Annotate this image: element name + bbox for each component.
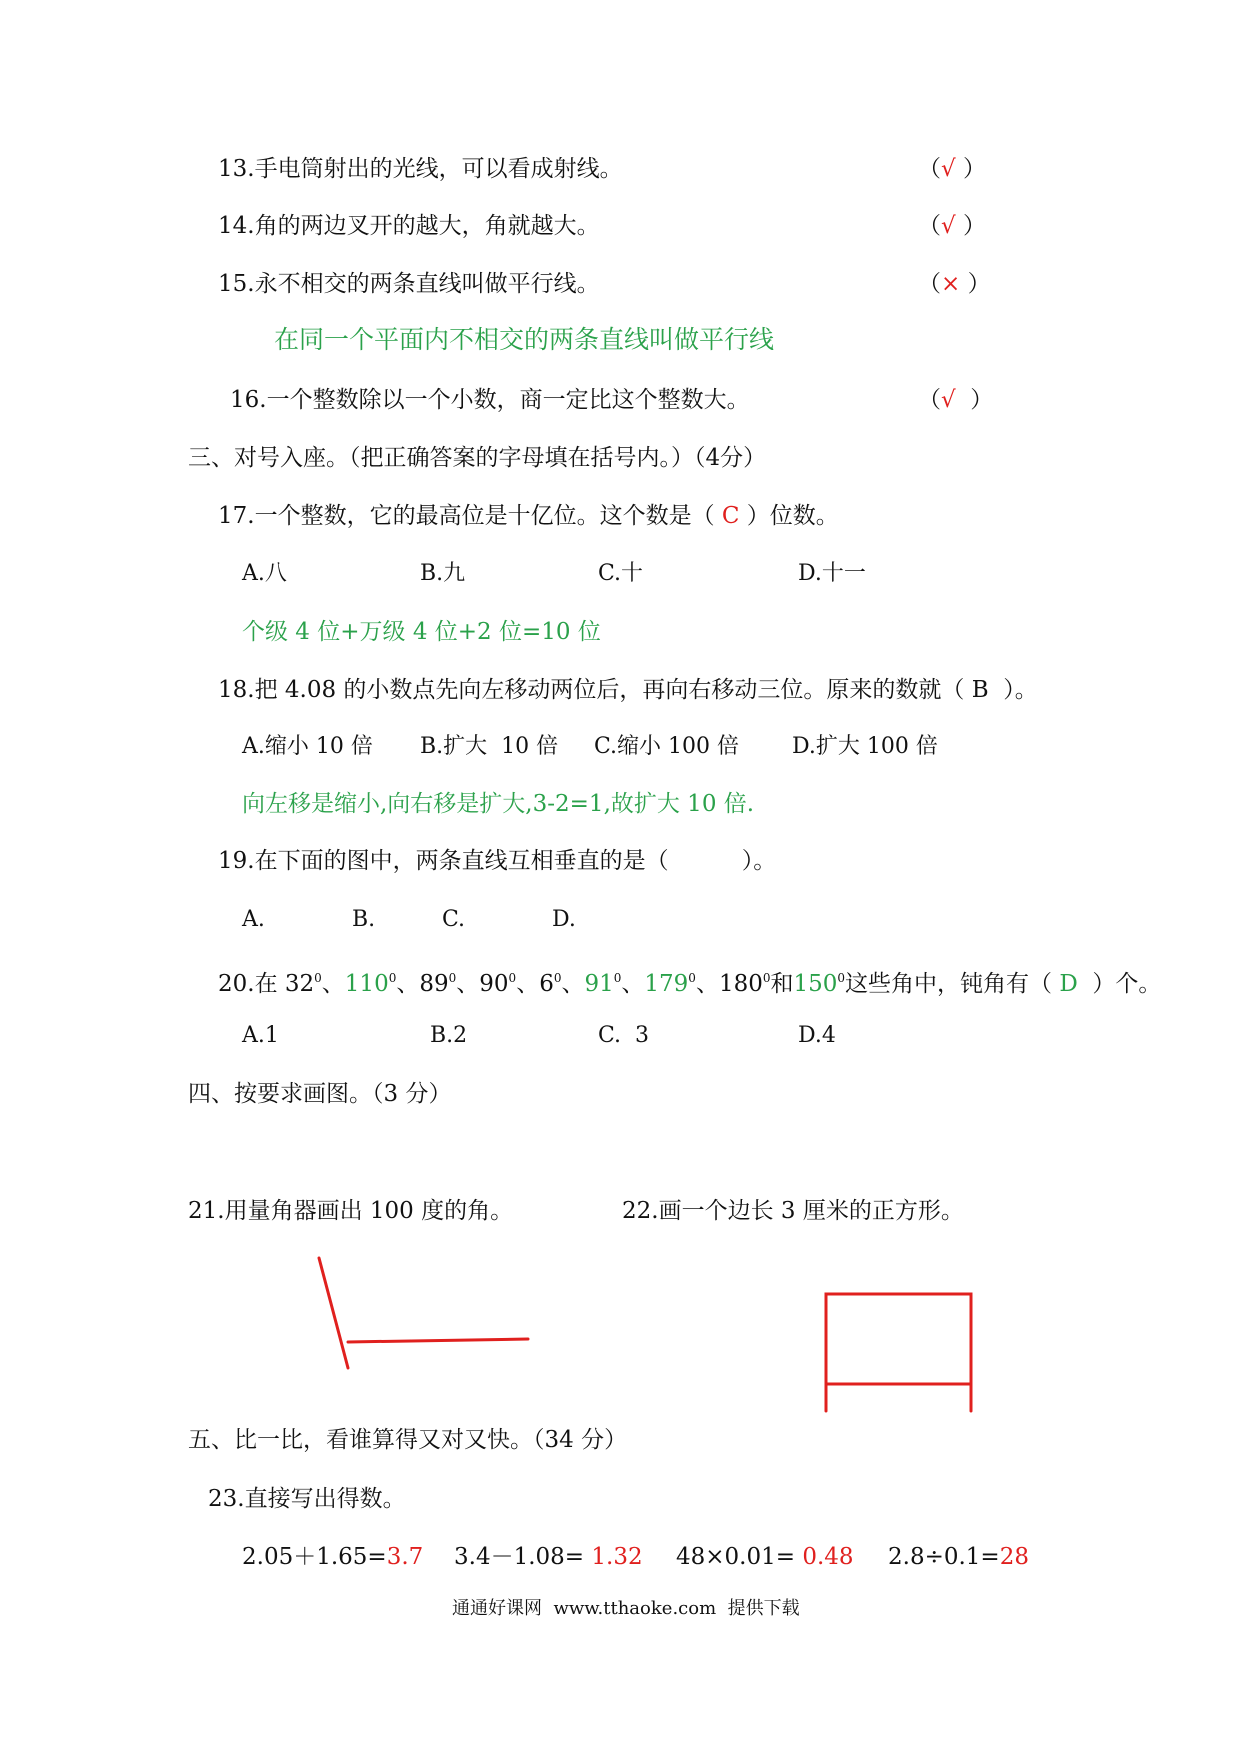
- bracket-open: （: [918, 387, 941, 413]
- option-17-a: A.八: [242, 561, 287, 586]
- question-15: 15.永不相交的两条直线叫做平行线。: [218, 271, 600, 297]
- separator: 、: [456, 971, 480, 997]
- calc-answer: 0.48: [802, 1544, 854, 1570]
- calc-item-1: [242, 1542, 423, 1572]
- question-23: 23.直接写出得数。: [208, 1486, 406, 1512]
- option-17-d: D.十一: [798, 561, 866, 586]
- section-5-heading: 五、比一比，看谁算得又对又快。（34 分）: [188, 1427, 628, 1453]
- question-18-text: 18.把 4.08 的小数点先向左移动两位后，再向右移动三位。原来的数就（: [218, 677, 972, 703]
- option-19-b: B.: [352, 907, 376, 932]
- question-14: 14.角的两边叉开的越大，角就越大。: [218, 213, 600, 239]
- answer-13: √: [941, 156, 956, 182]
- option-19-d: D.: [552, 907, 576, 932]
- answer-14: √: [941, 213, 956, 239]
- angle-ray-horizontal: [348, 1339, 528, 1342]
- calc-expression: 2.05＋1.65=: [242, 1544, 387, 1570]
- section-4-heading: 四、按要求画图。（3 分）: [188, 1081, 452, 1107]
- calc-answer: 28: [999, 1544, 1029, 1570]
- angle-value: 110: [344, 971, 389, 997]
- page-footer: 通通好课网 www.tthaoke.com 提供下载: [452, 1598, 800, 1619]
- separator: 、: [396, 971, 420, 997]
- bracket-close: ）: [962, 213, 986, 239]
- angle-value: 150: [793, 971, 838, 997]
- option-18-a: A.缩小 10 倍: [242, 734, 373, 759]
- separator: 、: [516, 971, 540, 997]
- question-16: 16.一个整数除以一个小数，商一定比这个整数大。: [230, 387, 750, 413]
- bracket-open: （: [918, 156, 941, 182]
- question-18-tail: ）。: [988, 677, 1038, 703]
- bracket-close: ）: [962, 156, 986, 182]
- separator: 、: [695, 971, 719, 997]
- calc-expression: 48×0.01=: [676, 1544, 803, 1570]
- bracket-close: ）: [970, 387, 994, 413]
- angle-value: 89: [419, 971, 449, 997]
- question-17-tail: ）位数。: [739, 503, 839, 529]
- option-20-b: B.2: [430, 1023, 468, 1048]
- calc-expression: 2.8÷0.1=: [888, 1544, 1000, 1570]
- calc-expression: 3.4－1.08=: [454, 1544, 592, 1570]
- explanation-15: 在同一个平面内不相交的两条直线叫做平行线: [274, 325, 775, 354]
- option-18-b: B.扩大 10 倍: [420, 734, 559, 759]
- angle-value: 179: [644, 971, 689, 997]
- question-13: 13.手电筒射出的光线，可以看成射线。: [218, 156, 623, 182]
- angle-value: 180: [718, 971, 763, 997]
- angle-ray-slanted: [319, 1258, 348, 1368]
- answer-16: √: [941, 387, 956, 413]
- conjunction-and: 和: [770, 971, 794, 997]
- question-20-suffix: 这些角中，钝角有（: [845, 971, 1060, 997]
- calc-item-3: [676, 1542, 854, 1572]
- bracket-open: （: [918, 213, 941, 239]
- bracket-close: ）: [967, 271, 991, 297]
- degree-mark: 0: [837, 971, 846, 985]
- answer-20: D: [1059, 971, 1078, 997]
- calc-answer: 1.32: [591, 1544, 643, 1570]
- separator: 、: [561, 971, 585, 997]
- bracket-open: （: [918, 271, 941, 297]
- option-20-a: A.1: [242, 1023, 279, 1048]
- degree-mark: 0: [508, 971, 517, 985]
- answer-18: B: [971, 677, 989, 703]
- question-21: 21.用量角器画出 100 度的角。: [188, 1198, 514, 1224]
- option-17-b: B.九: [420, 561, 466, 586]
- degree-mark: 0: [388, 971, 397, 985]
- option-20-d: D.4: [798, 1023, 836, 1048]
- angle-value: 91: [584, 971, 614, 997]
- degree-mark: 0: [553, 971, 562, 985]
- degree-mark: 0: [613, 971, 622, 985]
- angle-value: 6: [539, 971, 554, 997]
- degree-mark: 0: [314, 971, 322, 985]
- separator: 、: [321, 971, 345, 997]
- option-20-c: C. 3: [598, 1023, 650, 1048]
- question-19: 19.在下面的图中，两条直线互相垂直的是（ ）。: [218, 848, 777, 874]
- option-17-c: C.十: [598, 561, 644, 586]
- angle-value: 90: [479, 971, 509, 997]
- option-19-c: C.: [442, 907, 466, 932]
- question-20-tail: ）个。: [1077, 971, 1162, 997]
- answer-15: ×: [941, 271, 961, 297]
- degree-mark: 0: [762, 971, 771, 985]
- question-20-prefix: 20.在 32: [218, 971, 315, 997]
- explanation-17: 个级 4 位+万级 4 位+2 位=10 位: [242, 619, 601, 645]
- square-drawing: [826, 1294, 971, 1411]
- degree-mark: 0: [688, 971, 696, 985]
- option-18-c: C.缩小 100 倍: [594, 734, 740, 759]
- option-19-a: A.: [242, 907, 265, 932]
- question-22: 22.画一个边长 3 厘米的正方形。: [622, 1198, 964, 1224]
- calc-answer: 3.7: [386, 1544, 424, 1570]
- option-18-d: D.扩大 100 倍: [792, 734, 938, 759]
- answer-17: C: [721, 503, 740, 529]
- explanation-18: 向左移是缩小,向右移是扩大,3-2=1,故扩大 10 倍.: [242, 791, 755, 817]
- question-17-text: 17.一个整数，它的最高位是十亿位。这个数是（: [218, 503, 722, 529]
- calc-item-2: [454, 1542, 643, 1572]
- calc-item-4: [888, 1542, 1029, 1572]
- separator: 、: [621, 971, 645, 997]
- degree-mark: 0: [448, 971, 457, 985]
- section-3-heading: 三、对号入座。（把正确答案的字母填在括号内。）（4分）: [188, 445, 767, 471]
